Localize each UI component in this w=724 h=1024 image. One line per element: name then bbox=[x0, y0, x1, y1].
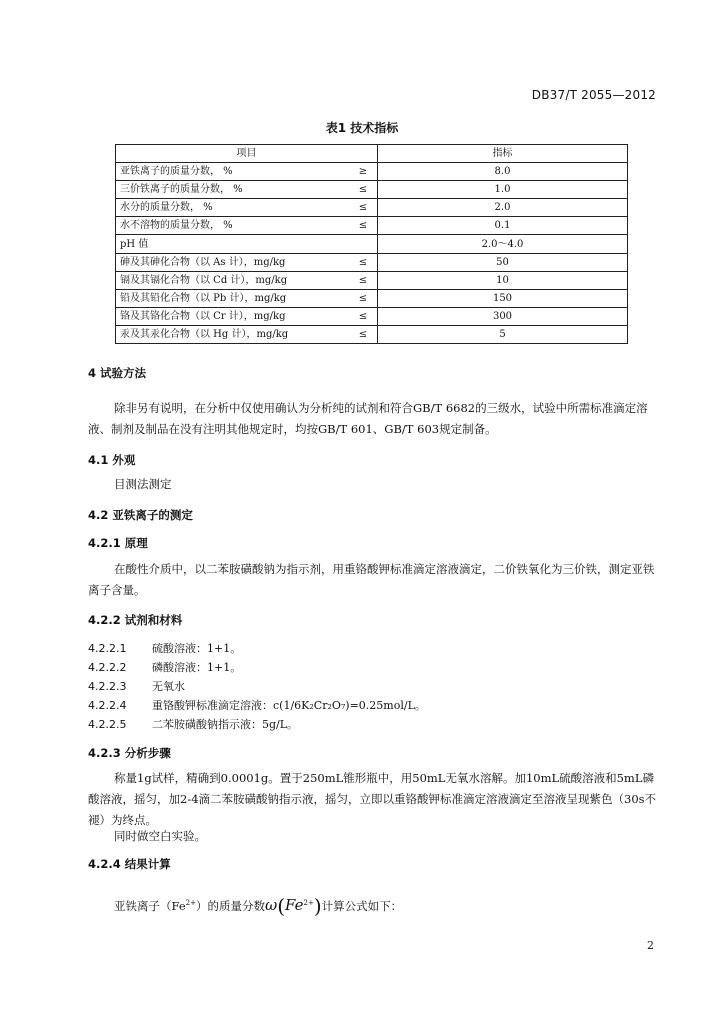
section-4-2-1-text: 在酸性介质中，以二苯胺磺酸钠为指示剂，用重铬酸钾标准滴定溶液滴定，二价铁氧化为三价铁，测定亚铁离子含量。 bbox=[88, 562, 655, 597]
section-4-2-3-heading: 4.2.3 分析步骤 bbox=[88, 746, 171, 760]
header-item: 项目 bbox=[116, 145, 378, 163]
table-row bbox=[116, 199, 628, 217]
row-relation: ≥ bbox=[349, 163, 378, 181]
formula-intro: 亚铁离子$(Fe^{2+})$的质量分数$\omega(Fe^{2+})$计算公式如下： bbox=[114, 893, 403, 918]
row-relation: ≤ bbox=[349, 289, 378, 307]
table-row bbox=[116, 235, 628, 253]
section-4-paragraph: 除非另有说明，在分析中仅使用确认为分析纯的试剂和符合GB/T 6682的三级水，试验中所需标准滴定溶液、制剂及制品在没有注明其他规定时，均按GB/T 601、GB/T 603规定制备。 bbox=[88, 401, 648, 436]
row-relation: ≤ bbox=[349, 217, 378, 235]
table-row bbox=[116, 253, 628, 271]
spec-table bbox=[115, 144, 628, 344]
reagent-item: 4.2.2.5 二苯胺磺酸钠指示液：5g/L。 bbox=[88, 718, 299, 731]
header-value: 指标 bbox=[378, 145, 628, 163]
section-4-2-1-heading: 4.2.1 原理 bbox=[88, 536, 148, 550]
row-value: 1.0 bbox=[378, 181, 628, 199]
table-row bbox=[116, 181, 628, 199]
reagent-item: 4.2.2.1 硫酸溶液：1+1。 bbox=[88, 642, 242, 655]
row-item: 汞及其汞化合物（以 Hg 计），mg/kg bbox=[116, 325, 350, 343]
omega-symbol: ω bbox=[264, 895, 278, 914]
row-item: pH 值 bbox=[116, 235, 350, 253]
fe-symbol: Fe bbox=[285, 895, 304, 914]
section-4-1-text: 目测法测定 bbox=[114, 477, 172, 491]
table-row bbox=[116, 217, 628, 235]
section-4-2-3-text: 称量1g试样，精确到0.0001g。置于250mL锥形瓶中，用50mL无氧水溶解。加10mL硫酸溶液和5mL磷酸溶液，摇匀，加2-4滴二苯胺磺酸钠指示液，摇匀，立即以重铬酸钾标准滴定溶液滴定至溶液呈现紫色（30s不褪）为终点。 bbox=[88, 771, 657, 827]
table-title: 表1 技术指标 bbox=[325, 121, 399, 135]
row-value: 5 bbox=[378, 325, 628, 343]
section-4-2-2-heading: 4.2.2 试剂和材料 bbox=[88, 613, 183, 627]
reagent-item: 4.2.2.3 无氧水 bbox=[88, 680, 185, 693]
row-item: 三价铁离子的质量分数， % bbox=[116, 181, 350, 199]
row-item: 镉及其镉化合物（以 Cd 计），mg/kg bbox=[116, 271, 350, 289]
row-value: 2.0～4.0 bbox=[378, 235, 628, 253]
section-4-1-heading: 4.1 外观 bbox=[88, 453, 136, 467]
section-4-2-4-heading: 4.2.4 结果计算 bbox=[88, 857, 171, 871]
row-relation: ≤ bbox=[349, 271, 378, 289]
row-value: 150 bbox=[378, 289, 628, 307]
row-relation: ≤ bbox=[349, 325, 378, 343]
row-item: 铬及其铬化合物（以 Cr 计），mg/kg bbox=[116, 307, 350, 325]
row-value: 50 bbox=[378, 253, 628, 271]
row-relation: ≤ bbox=[349, 253, 378, 271]
row-item: 亚铁离子的质量分数， % bbox=[116, 163, 350, 181]
section-4-2-3-text-2: 同时做空白实验。 bbox=[114, 829, 206, 843]
table-row bbox=[116, 325, 628, 343]
standard-code: DB37/T 2055—2012 bbox=[531, 88, 656, 102]
row-value: 2.0 bbox=[378, 199, 628, 217]
row-relation: ≤ bbox=[349, 181, 378, 199]
section-4-heading: 4 试验方法 bbox=[88, 366, 147, 380]
row-item: 铅及其铅化合物（以 Pb 计），mg/kg bbox=[116, 289, 350, 307]
table-row bbox=[116, 163, 628, 181]
row-item: 水分的质量分数， % bbox=[116, 199, 350, 217]
table-row bbox=[116, 307, 628, 325]
row-value: 10 bbox=[378, 271, 628, 289]
table-header-row bbox=[116, 145, 628, 163]
row-value: 300 bbox=[378, 307, 628, 325]
row-relation: ≤ bbox=[349, 199, 378, 217]
table-row bbox=[116, 289, 628, 307]
row-value: 8.0 bbox=[378, 163, 628, 181]
row-item: 水不溶物的质量分数， % bbox=[116, 217, 350, 235]
table-row bbox=[116, 271, 628, 289]
reagent-item: 4.2.2.2 磷酸溶液：1+1。 bbox=[88, 661, 242, 674]
row-relation: ≤ bbox=[349, 307, 378, 325]
row-value: 0.1 bbox=[378, 217, 628, 235]
row-item: 砷及其砷化合物（以 As 计），mg/kg bbox=[116, 253, 350, 271]
reagent-item: 4.2.2.4 重铬酸钾标准滴定溶液：c(1/6K₂Cr₂O₇)=0.25mol/L。 bbox=[88, 699, 426, 712]
section-4-2-heading: 4.2 亚铁离子的测定 bbox=[88, 508, 193, 522]
page-number: 2 bbox=[647, 939, 654, 952]
row-relation bbox=[349, 235, 378, 253]
